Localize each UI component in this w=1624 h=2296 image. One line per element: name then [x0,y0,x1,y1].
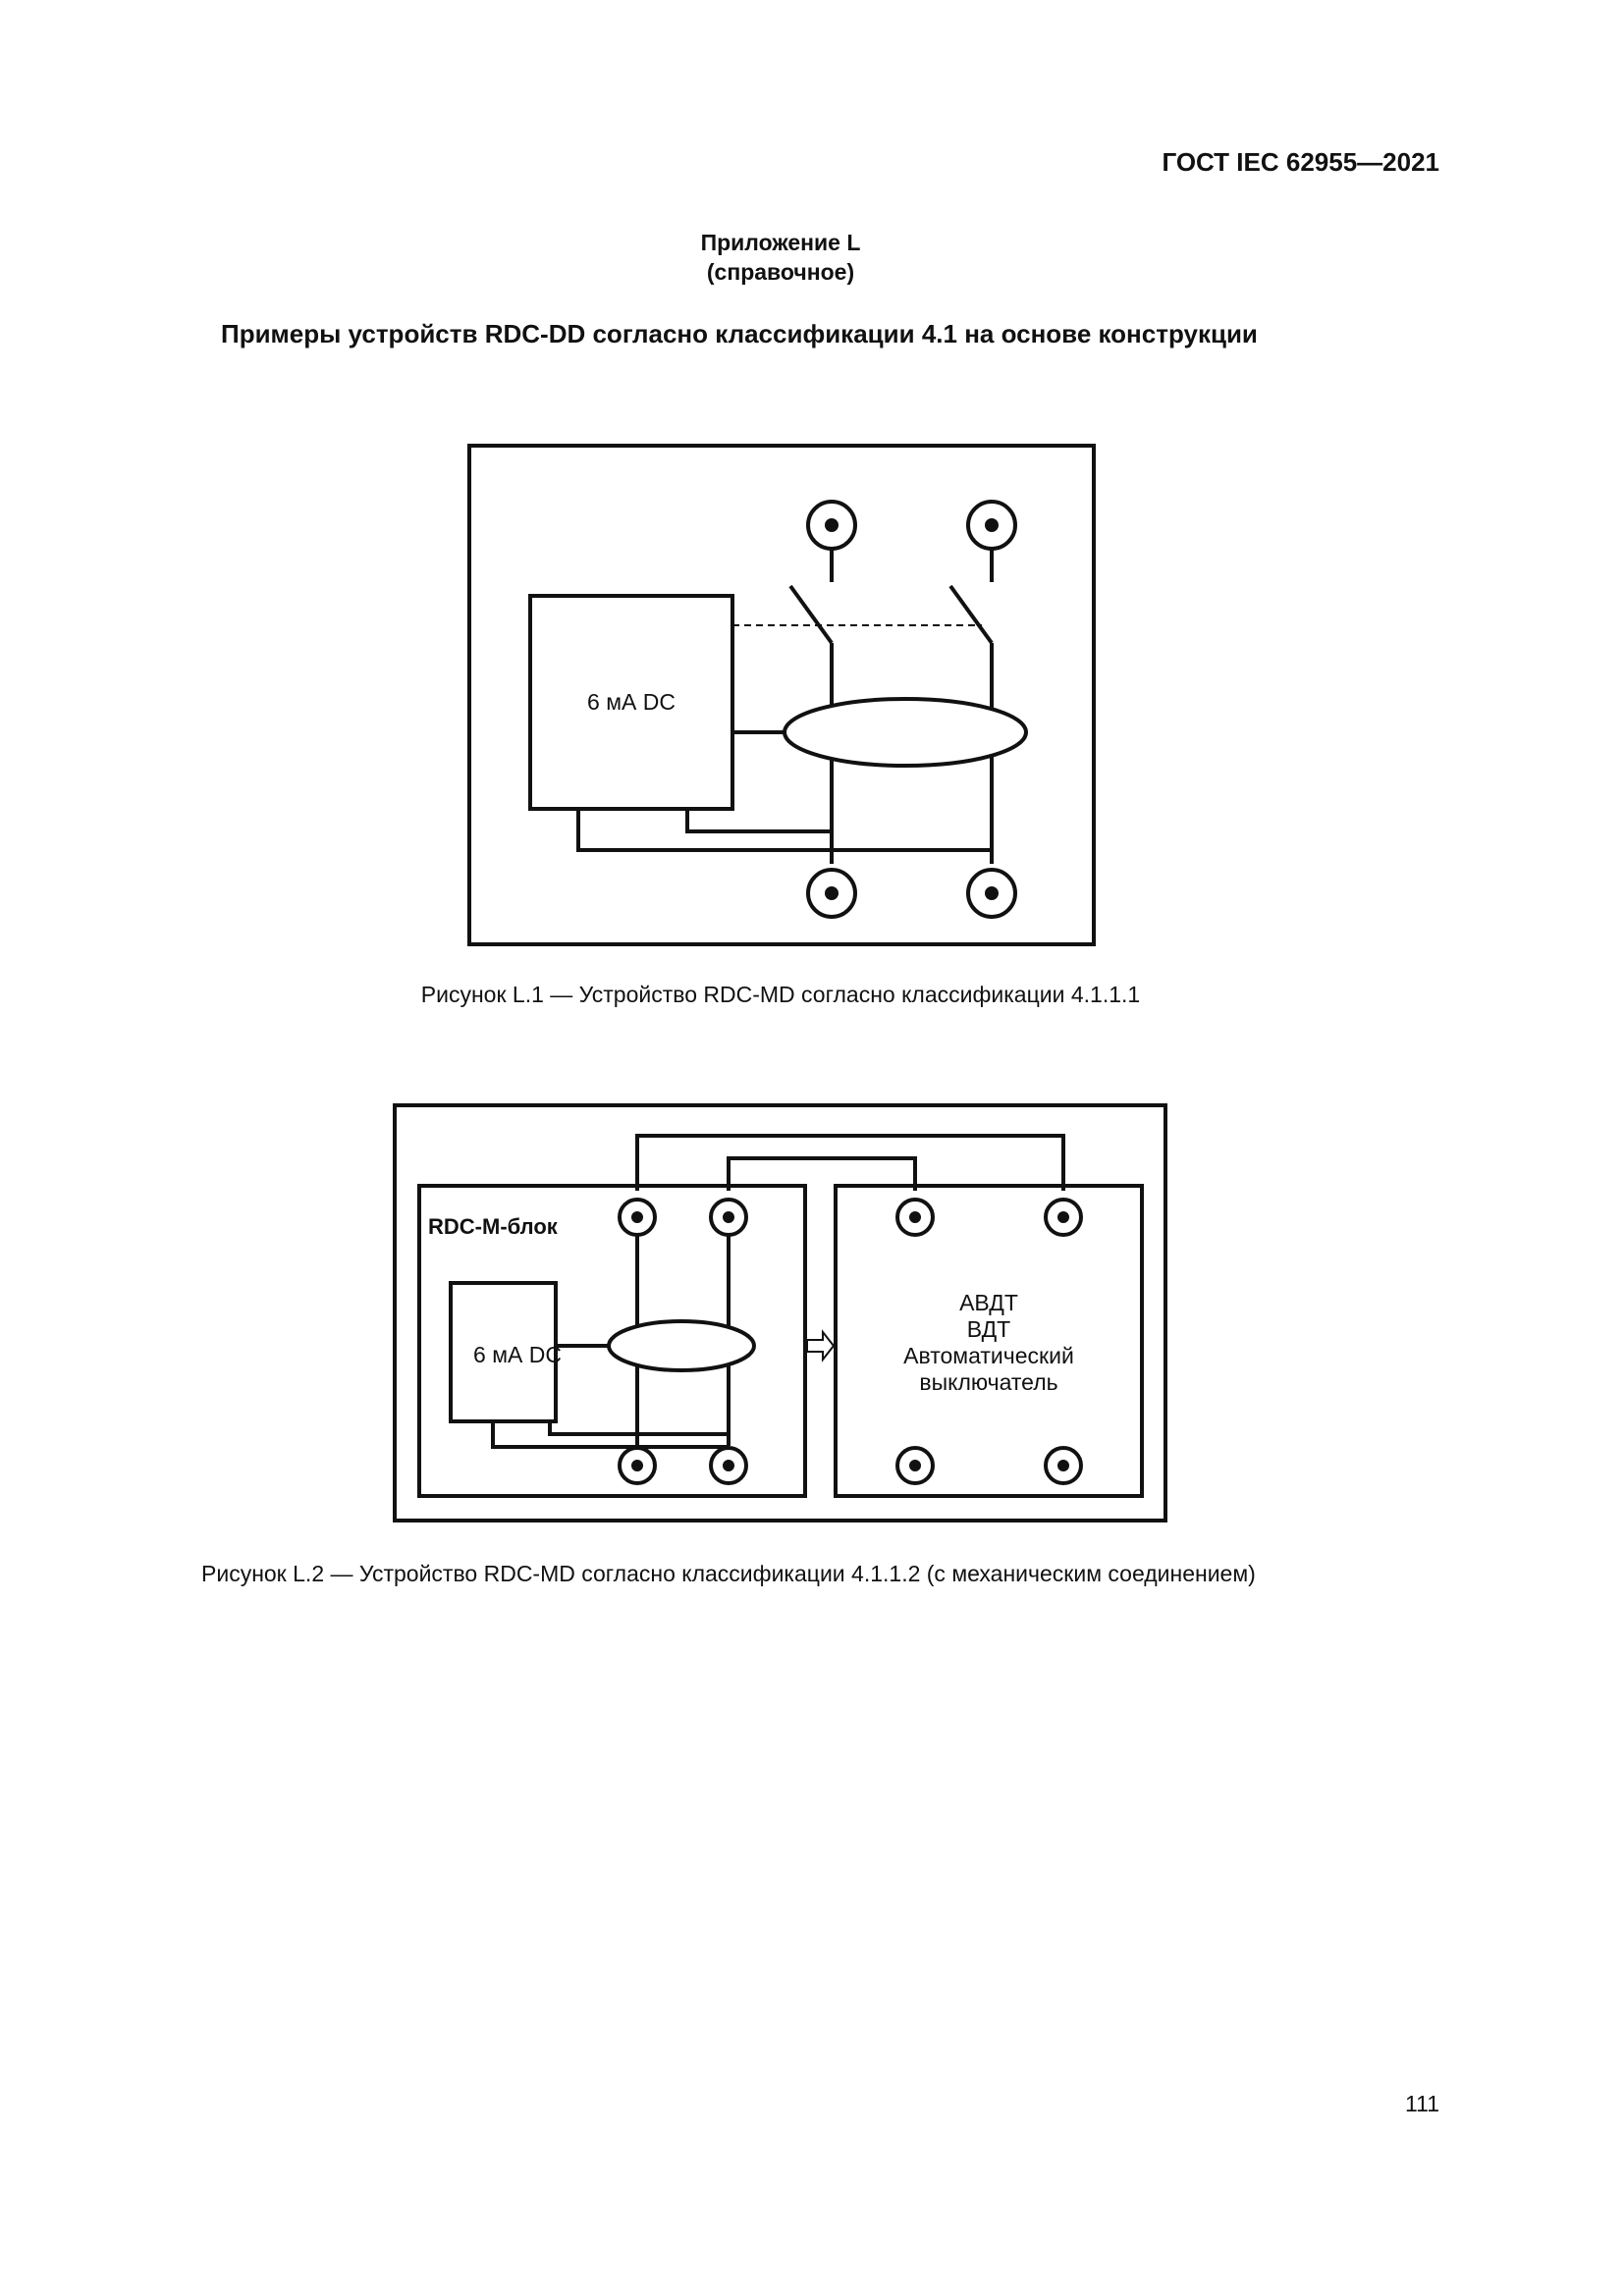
control-unit-label: 6 мА DC [587,689,676,715]
figure-l2-caption: Рисунок L.2 — Устройство RDC-MD согласно классификации 4.1.1.2 (с механическим соединением) [201,1561,1256,1586]
figure-l1 [469,446,1094,944]
terminal-icon [1046,1200,1081,1235]
figure-l1-caption: Рисунок L.1 — Устройство RDC-MD согласно классификации 4.1.1.1 [420,982,1141,1007]
breaker-label-line: АВДТ [959,1290,1018,1315]
control-unit-label: 6 мА DC [473,1342,562,1367]
document-header: ГОСТ IEC 62955—2021 [1162,147,1439,177]
terminal-icon [620,1200,655,1235]
terminal-icon [1046,1448,1081,1483]
annex-title: Приложение L [700,230,861,255]
terminal-icon [968,502,1015,549]
rdc-m-block-label: RDC-M-блок [428,1214,558,1239]
figure-l2-frame [395,1105,1165,1521]
breaker-label-line: Автоматический [903,1343,1074,1368]
switch-contact [950,586,992,643]
terminal-icon [897,1200,933,1235]
terminal-icon [808,870,855,917]
figure-l2 [395,1105,1165,1521]
terminal-icon [711,1200,746,1235]
breaker-label-line: выключатель [919,1369,1058,1395]
terminal-icon [808,502,855,549]
arrow-right-icon [807,1332,834,1360]
terminal-icon [620,1448,655,1483]
switch-contact [790,586,832,643]
annex-subtitle: (справочное) [706,259,855,285]
page-number: 111 [1405,2091,1439,2116]
terminal-icon [968,870,1015,917]
current-sensor-core [785,699,1026,766]
section-heading: Примеры устройств RDC-DD согласно классификации 4.1 на основе конструкции [221,319,1258,348]
current-sensor-core [609,1321,754,1370]
terminal-icon [897,1448,933,1483]
breaker-label-line: ВДТ [966,1316,1011,1342]
terminal-icon [711,1448,746,1483]
